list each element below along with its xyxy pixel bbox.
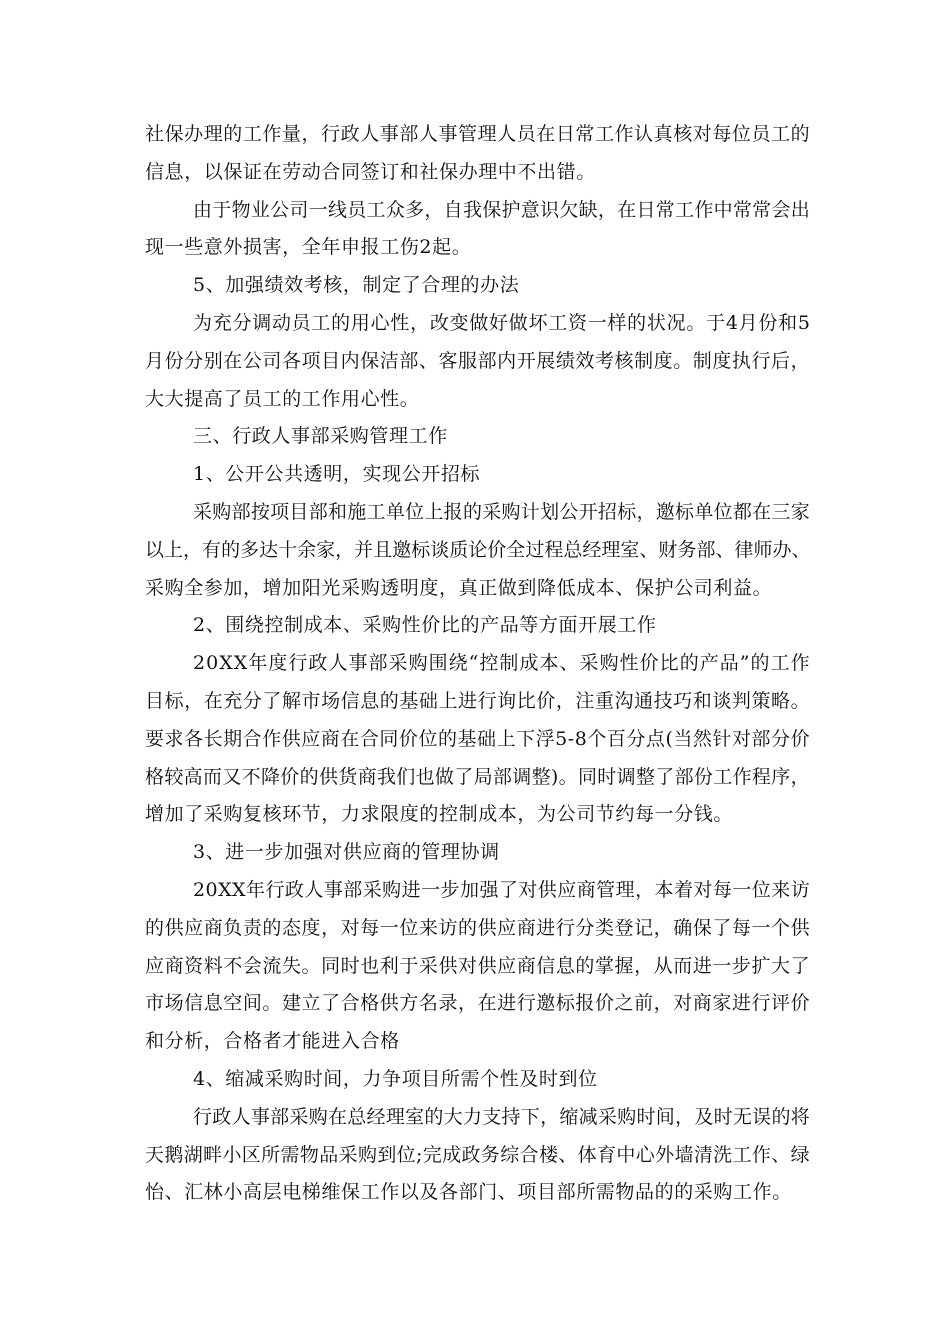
text-line: 应 商 资 料 不 会 流 失 。 同 时 也 利 于 采 供 对 供 应 商 信 息 的 掌 握 ， 从 而 进 一 步 扩 大 了 — [145, 954, 810, 977]
text-line: 目 标 ， 在 充 分 了 解 市 场 信 息 的 基 础 上 进 行 询 比 价 ， 注 重 沟 通 技 巧 和 谈 判 策 略 。 — [145, 689, 810, 712]
text-line: 社 保 办 理 的 工 作 量 ， 行 政 人 事 部 人 事 管 理 人 员 在 日 常 工 作 认 真 核 对 每 位 员 工 的 — [145, 123, 810, 145]
text-line: 增加了采购复核环节，力求限度的控制成本，为公司节约每一分钱。 — [145, 803, 734, 826]
text-line: 以 上 ， 有 的 多 达 十 余 家 ， 并 且 邀 标 谈 质 论 价 全 过 程 总 经 理 室 、 财 务 部 、 律 师 办 、 — [145, 538, 811, 561]
section-heading: 1、公开公共透明，实现公开招标 — [193, 463, 481, 486]
document-body — [145, 116, 810, 1212]
text-line: 月 份 分 别 在 公 司 各 项 目 内 保 洁 部 、 客 服 部 内 开 展 绩 效 考 核 制 度 。 制 度 执 行 后 ， — [145, 349, 810, 372]
text-line: 采购全参加，增加阳光采购透明度，真正做到降低成本、保护公司利益。 — [145, 576, 773, 599]
section-heading: 5、加强绩效考核，制定了合理的办法 — [193, 274, 520, 297]
text-line: 2 0 X X 年 行 政 人 事 部 采 购 进 一 步 加 强 了 对 供 应 商 管 理 ， 本 着 对 每 一 位 来 访 — [193, 878, 810, 901]
text-line: 采 购 部 按 项 目 部 和 施 工 单 位 上 报 的 采 购 计 划 公 开 招 标 ， 邀 标 单 位 都 在 三 家 — [193, 500, 810, 523]
section-heading: 2、围绕控制成本、采购性价比的产品等方面开展工作 — [193, 614, 657, 637]
text-line: 市 场 信 息 空 间 。 建 立 了 合 格 供 方 名 录 ， 在 进 行 邀 标 报 价 之 前 ， 对 商 家 进 行 评 价 — [145, 992, 810, 1015]
text-line: 格 较 高 而 又 不 降 价 的 供 货 商 我 们 也 做 了 局 部 调 整 ) 。 同 时 调 整 了 部 份 工 作 程 序 ， — [145, 765, 810, 788]
section-heading: 4、缩减采购时间，力争项目所需个性及时到位 — [193, 1067, 598, 1090]
section-heading: 三、行政人事部采购管理工作 — [193, 425, 448, 448]
text-line: 天 鹅 湖 畔 小 区 所 需 物 品 采 购 到 位 ; 完 成 政 务 综 合 楼 、 体 育 中 心 外 墙 清 洗 工 作 、 绿 — [145, 1143, 810, 1166]
text-line: 现一些意外损害，全年申报工伤2起。 — [145, 236, 472, 259]
text-line: 和分析，合格者才能进入合格 — [145, 1030, 400, 1053]
text-line: 由 于 物 业 公 司 一 线 员 工 众 多 ， 自 我 保 护 意 识 欠 缺 ， 在 日 常 工 作 中 常 常 会 出 — [193, 198, 810, 221]
text-line: 信息，以保证在劳动合同签订和社保办理中不出错。 — [145, 160, 596, 183]
section-heading: 3、进一步加强对供应商的管理协调 — [193, 841, 500, 864]
text-line: 为 充 分 调 动 员 工 的 用 心 性 ， 改 变 做 好 做 坏 工 资 一 样 的 状 况 。 于 4 月 份 和 5 — [193, 311, 810, 334]
text-line: 怡、汇林小高层电梯维保工作以及各部门、项目部所需物品的的采购工作。 — [145, 1181, 792, 1204]
text-line: 的 供 应 商 负 责 的 态 度 ， 对 每 一 位 来 访 的 供 应 商 进 行 分 类 登 记 ， 确 保 了 每 一 个 供 — [145, 916, 810, 939]
text-line: 要 求 各 长 期 合 作 供 应 商 在 合 同 价 位 的 基 础 上 下 浮 5 - 8 个 百 分 点 ( 当 然 针 对 部 分 价 — [145, 727, 810, 750]
text-line: 大大提高了员工的工作用心性。 — [145, 387, 420, 410]
text-line: 2 0 X X 年 度 行 政 人 事 部 采 购 围 绕 “ 控 制 成 本 、 采 购 性 价 比 的 产 品 ” 的 工 作 — [193, 652, 810, 675]
text-line: 行 政 人 事 部 采 购 在 总 经 理 室 的 大 力 支 持 下 ， 缩 减 采 购 时 间 ， 及 时 无 误 的 将 — [193, 1105, 810, 1128]
